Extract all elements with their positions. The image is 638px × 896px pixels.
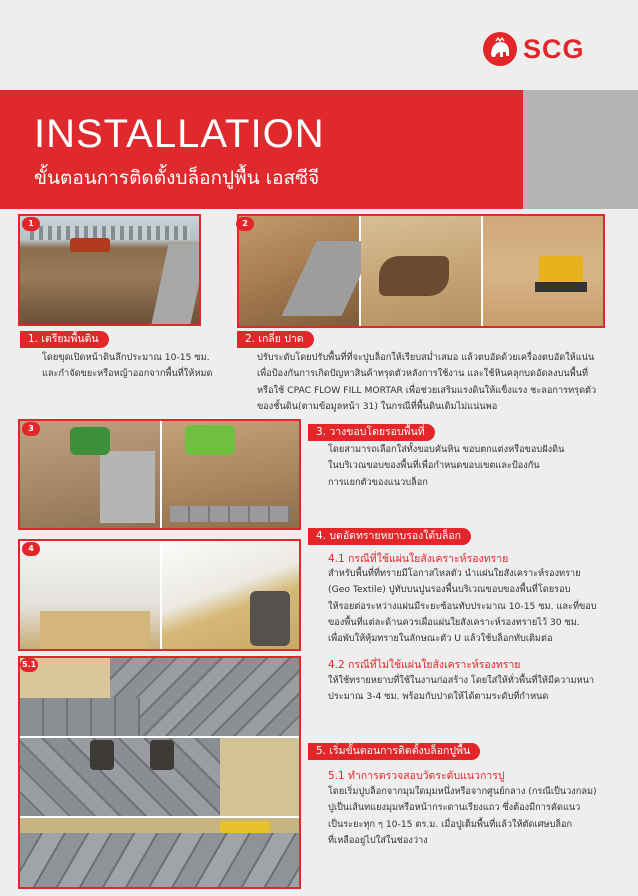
step-4-2-heading: 4.2 กรณีที่ไม่ใช้แผ่นใยสังเคราะห์รองทราย — [328, 659, 521, 671]
step-5-label: 5. เริ่มขั้นตอนการติดตั้งบล็อกปูพื้น — [308, 743, 480, 760]
step-4-1-text: สำหรับพื้นที่ที่ทรายมีโอกาสไหลตัว นำแผ่นใยสังเคราะห์รองทราย (Geo Textile) ปูทับบนปูนรองพื้นบริเวณขอบของพื้นที่โดยรอบ ให้รอยต่อระหว่างแผ่นมีระยะซ้อนทับประมาณ 10-15 ซม. และที่ขอบ ของพื้นที่แต่ละด้านควรเผื่อแผ่นใยสังเคราะห์รองทรายไว้ 30 ซม. เพื่อพับให้หุ้มทรายในลักษณะตัว U แล้วใช้บล็อกทับเติมต่อ — [328, 568, 597, 645]
step-4-2-text: ให้ใช้ทรายหยาบที่ใช้ในงานก่อสร้าง โดยใส่ให้ทั่วพื้นที่ให้มีความหนา ประมาณ 3-4 ซม. พร้อมกับปาดให้ได้ตามระดับที่กำหนด — [328, 675, 595, 703]
step-5-1-heading: 5.1 ทำการตรวจสอบวัดระดับแนวการปู — [328, 770, 505, 782]
brand-name: SCG — [523, 33, 585, 64]
step-5-1-text: โดยเริ่มปูบล็อกจากมุมใดมุมหนึ่งหรือจากศูนย์กลาง (กรณีเป็นวงกลม) ปูเป็นเส้นทแยงมุมหรือหน้ากระดานเรียงแถว ซึ่งต้องมีการคัดแนว เป็นระยะทุก ๆ 10-15 ตร.ม. เมื่อปูเต็มพื้นที่แล้วให้ตัดเศษบล็อก ที่เหลืออยู่ไปใส่ในช่องว่าง — [328, 786, 597, 846]
photo-number-1: 1 — [22, 217, 40, 231]
photo-number-4: 4 — [22, 542, 40, 556]
step-3-label: 3. วางขอบโดยรอบพื้นที่ — [308, 424, 435, 441]
photo-step-2 — [237, 214, 605, 328]
photo-step-3 — [18, 419, 301, 530]
photo-step-5-1 — [18, 656, 301, 889]
photo-step-1 — [18, 214, 201, 326]
scg-logo — [483, 32, 585, 66]
header-banner-gray — [523, 90, 638, 209]
page-title: INSTALLATION — [34, 112, 325, 156]
elephant-emblem-icon — [483, 32, 517, 66]
step-2-label: 2. เกลี่ย ปาด — [237, 331, 314, 348]
photo-number-5-1: 5.1 — [20, 658, 38, 672]
step-1-label: 1. เตรียมพื้นดิน — [20, 331, 109, 348]
step-2-text: ปรับระดับโดยปรับพื้นที่ที่จะปูบล็อกให้เรียบสม่ำเสมอ แล้วตบอัดด้วยเครื่องตบอัดให้แน่น เพื่อป้องกันการเกิดปัญหาสินค้าทรุดตัวหลังการใช้งาน และใช้หินคลุกบดอัดลงบนพื้นที่ หรือใช้ CPAC FLOW FILL MORTAR เพื่อช่วยเสริมแรงดินให้แข็งแรง ชะลอการทรุดตัว ของชั้นดิน(ตามข้อมูลหน้า 31) ในกรณีที่พื้นดินเดิมไม่แน่นพอ — [257, 352, 597, 412]
step-4-label: 4. บดอัดทรายหยาบรองใต้บล็อก — [308, 528, 471, 545]
page-subtitle: ขั้นตอนการติดตั้งบล็อกปูพื้น เอสซีจี — [34, 167, 320, 189]
step-1-text: โดยขุดเปิดหน้าดินลึกประมาณ 10-15 ซม. และกำจัดขยะหรือหญ้าออกจากพื้นที่ให้หมด — [42, 352, 213, 380]
step-3-text: โดยสามารถเลือกใส่ทั้งขอบคันหิน ขอบตกแต่งหรือขอบฝังดิน ในบริเวณขอบของพื้นที่เพื่อกำหนดขอบเขตและป้องกัน การแยกตัวของแนวบล็อก — [328, 444, 565, 488]
step-4-1-heading: 4.1 กรณีที่ใช้แผ่นใยสังเคราะห์รองทราย — [328, 553, 509, 565]
photo-step-4 — [18, 539, 301, 651]
photo-number-3: 3 — [22, 422, 40, 436]
photo-number-2: 2 — [236, 217, 254, 231]
